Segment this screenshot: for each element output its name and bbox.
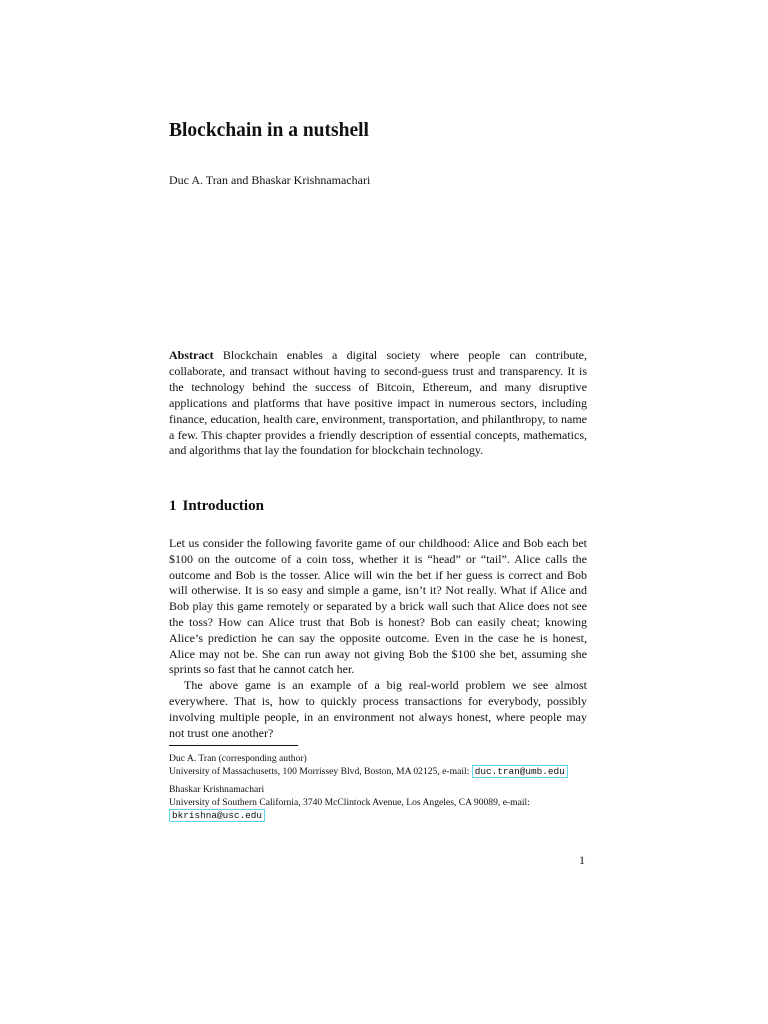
section-title: Introduction: [182, 498, 264, 514]
abstract-label: Abstract: [169, 348, 214, 362]
footnotes: [169, 752, 587, 827]
paper-title: Blockchain in a nutshell: [169, 120, 369, 141]
footnote-author-name: Duc A. Tran (corresponding author): [169, 753, 307, 764]
footnote-affiliation: University of Southern California, 3740 McClintock Avenue, Los Angeles, CA 90089, e-mail:: [169, 797, 530, 808]
email-link[interactable]: duc.tran@umb.edu: [472, 765, 568, 778]
section-body: [169, 536, 587, 741]
footnote-affiliation: [169, 765, 587, 778]
section-heading: [169, 496, 264, 516]
footnote-author-2: [169, 783, 587, 822]
paragraph-2: The above game is an example of a big real-world problem we see almost everywhere. That is, how to quickly process transactions for everybody, possibly involving multiple people, in an environment not always honest, where people may not trust one another?: [169, 678, 587, 740]
footnote-affiliation-text: University of Massachusetts, 100 Morrissey Blvd, Boston, MA 02125, e-mail:: [169, 766, 470, 777]
section-number: 1: [169, 498, 177, 514]
abstract: [169, 348, 587, 459]
email-link[interactable]: bkrishna@usc.edu: [169, 809, 265, 822]
paragraph-1: Let us consider the following favorite game of our childhood: Alice and Bob each bet $100 on the outcome of a coin toss, whether it is “head” or “tail”. Alice calls the outcome and Bob is the tosser. Alice will win the bet if her guess is correct and Bob will otherwise. It is so easy and simple a game, isn’t it? Not really. What if Alice and Bob play this game remotely or separated by a brick wall such that Alice does not see the toss? How can Alice trust that Bob is honest? Bob can easily cheat; knowing Alice’s prediction he can say the opposite outcome. Even in the case he is honest, Alice may not be. She can run away not giving Bob the $100 she bet, assuming she sprints so fast that he cannot catch her.: [169, 536, 587, 677]
footnote-author-name: Bhaskar Krishnamachari: [169, 784, 265, 795]
page-number: 1: [579, 853, 585, 867]
footnote-email-line: [169, 809, 587, 822]
footnote-divider: [169, 745, 298, 746]
author-list: Duc A. Tran and Bhaskar Krishnamachari: [169, 173, 371, 187]
footnote-author-1: [169, 752, 587, 778]
abstract-text: Blockchain enables a digital society where people can contribute, collaborate, and transact without having to second-guess trust and transparency. It is the technology behind the success of Bitcoin, Ethereum, and many disruptive applications and platforms that have positive impact in numerous sectors, including finance, education, health care, environment, transportation, and philanthropy, to name a few. This chapter provides a friendly description of essential concepts, mathematics, and algorithms that lay the foundation for blockchain technology.: [169, 348, 588, 458]
